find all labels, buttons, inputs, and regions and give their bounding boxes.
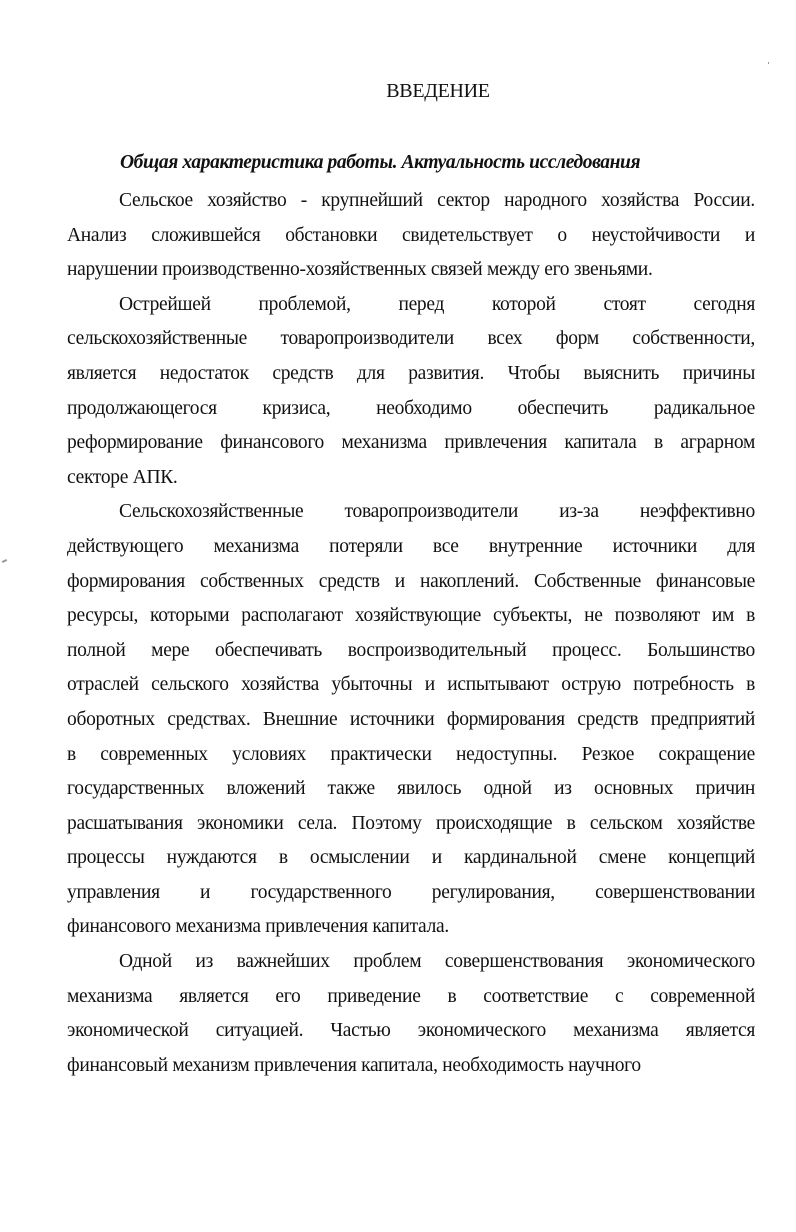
text-line: Сельское хозяйство - крупнейший сектор народного хозяйства России. [119, 190, 755, 211]
paragraph [67, 184, 755, 288]
paragraph [67, 288, 755, 496]
text-line: государственных вложений также явилось одной из основных причин [67, 778, 755, 800]
text-line: финансовый механизм привлечения капитала, необходимость научного [67, 1054, 641, 1076]
text-line: Сельскохозяйственные товаропроизводители из-за неэффективно [119, 501, 755, 523]
text-line: нарушении производственно-хозяйственных связей между его звеньями. [67, 259, 653, 281]
text-line: управления и государственного регулирования, совершенствовании [67, 881, 755, 903]
text-line: реформирование финансового механизма привлечения капитала в аграрном [67, 432, 755, 454]
text-line: полной мере обеспечивать воспроизводительный процесс. Большинство [67, 639, 755, 661]
scan-speck [768, 62, 769, 64]
text-line: является недостаток средств для развития. Чтобы выяснить причины [67, 362, 755, 384]
text-line: отраслей сельского хозяйства убыточны и испытывают острую потребность в [67, 674, 755, 696]
text-line: финансового механизма привлечения капитала. [67, 916, 449, 938]
paragraph [67, 495, 755, 945]
text-line: в современных условиях практически недоступны. Резкое сокращение [67, 743, 755, 765]
paragraph [67, 945, 755, 1083]
text-line: экономической ситуацией. Частью экономического механизма является [67, 1020, 755, 1042]
text-line: Одной из важнейших проблем совершенствования экономического [119, 951, 755, 973]
text-line: секторе АПК. [67, 466, 178, 488]
text-line: сельскохозяйственные товаропроизводители всех форм собственности, [67, 328, 755, 350]
text-line: расшатывания экономики села. Поэтому происходящие в сельском хозяйстве [67, 812, 755, 834]
body-text [67, 184, 755, 1083]
text-line: Анализ сложившейся обстановки свидетельствует о неустойчивости и [67, 224, 755, 246]
section-subtitle: Общая характеристика работы. Актуальность исследования [120, 152, 641, 173]
text-line: механизма является его приведение в соответствие с современной [67, 985, 755, 1007]
page-title: ВВЕДЕНИЕ [386, 80, 490, 102]
text-line: Острейшей проблемой, перед которой стоят сегодня [119, 293, 755, 315]
text-line: действующего механизма потеряли все внутренние источники для [67, 535, 755, 557]
text-line: оборотных средствах. Внешние источники формирования средств предприятий [67, 708, 755, 730]
text-line: продолжающегося кризиса, необходимо обеспечить радикальное [67, 397, 755, 419]
text-line: процессы нуждаются в осмыслении и кардинальной смене концепций [67, 847, 755, 869]
text-line: ресурсы, которыми располагают хозяйствующие субъекты, не позволяют им в [67, 605, 755, 627]
scan-speck [2, 559, 7, 563]
text-line: формирования собственных средств и накоплений. Собственные финансовые [67, 570, 755, 592]
